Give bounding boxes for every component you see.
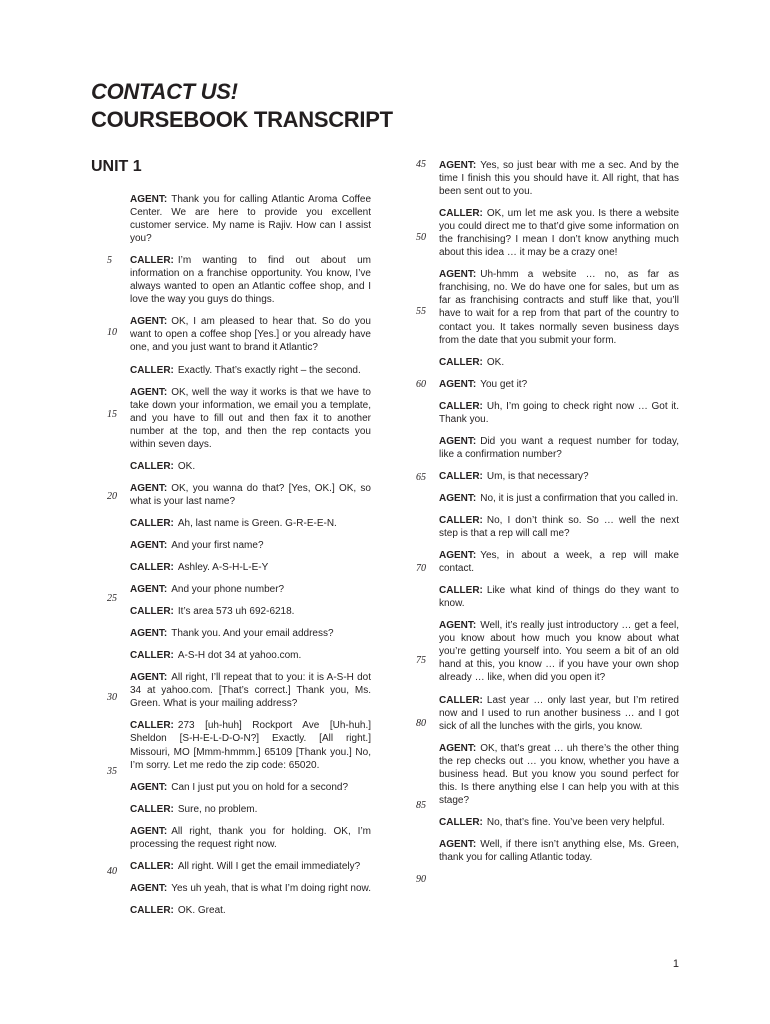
line-number: 45 — [416, 159, 426, 170]
dialogue-turn — [439, 492, 679, 505]
speaker-label: CALLER: — [130, 606, 174, 618]
dialogue-turn — [130, 315, 371, 354]
speaker-label: AGENT: — [130, 316, 168, 328]
speaker-label: CALLER: — [439, 514, 483, 526]
dialogue-turn — [130, 605, 371, 618]
book-title: CONTACT US! — [91, 79, 238, 104]
line-number: 65 — [416, 472, 426, 483]
dialogue-turn — [130, 539, 371, 552]
dialogue-text: All right, thank you for holding. OK, I’m processing the request right now. — [130, 825, 371, 850]
speaker-label: AGENT: — [130, 539, 168, 551]
dialogue-text: OK, I am pleased to hear that. So do you want to open a coffee shop [Yes.] or you already have one, and you just want to brand it Atlantic? — [130, 316, 371, 354]
dialogue-turn — [130, 583, 371, 596]
dialogue-text: Yes, in about a week, a rep will make contact. — [439, 550, 679, 575]
dialogue-turn — [130, 825, 371, 851]
line-number: 20 — [107, 491, 117, 502]
dialogue-turn — [439, 694, 679, 733]
speaker-label: CALLER: — [439, 585, 483, 597]
speaker-label: AGENT: — [439, 620, 477, 632]
dialogue-turn — [439, 268, 679, 346]
speaker-label: AGENT: — [439, 160, 477, 171]
dialogue-turn — [130, 517, 371, 530]
line-number: 60 — [416, 379, 426, 390]
dialogue-turn — [130, 386, 371, 451]
dialogue-text: And your phone number? — [171, 584, 285, 596]
dialogue-turn — [130, 781, 371, 794]
dialogue-text: All right. Will I get the email immediately? — [177, 860, 361, 872]
dialogue-text: OK. — [486, 356, 505, 368]
speaker-label: CALLER: — [130, 562, 174, 574]
speaker-label: AGENT: — [130, 628, 168, 640]
dialogue-turn — [439, 584, 679, 610]
dialogue-text: Yes uh yeah, that is what I’m doing right now. — [171, 882, 371, 894]
dialogue-text: Well, if there isn’t anything else, Ms. Green, thank you for calling Atlantic today. — [439, 838, 679, 863]
dialogue-text: Ashley. A-S-H-L-E-Y — [177, 562, 269, 574]
dialogue-turn — [130, 561, 371, 574]
dialogue-turn — [130, 860, 371, 873]
speaker-label: CALLER: — [439, 470, 483, 482]
speaker-label: AGENT: — [130, 882, 168, 894]
dialogue-text: No, it is just a confirmation that you called in. — [480, 492, 679, 504]
dialogue-turn — [130, 649, 371, 662]
dialogue-turn — [130, 904, 371, 917]
dialogue-turn — [130, 482, 371, 508]
dialogue-turn — [439, 470, 679, 483]
dialogue-turn — [439, 514, 679, 540]
dialogue-text: You get it? — [480, 378, 528, 390]
dialogue-text: No, that’s fine. You’ve been very helpful. — [486, 816, 665, 828]
dialogue-text: Well, it’s really just introductory … get a feel, you know about how much you know about what you’re getting yourself into. You seem a bit of an old hand at this, you know … if you have your own shop already … like, when did you open it? — [439, 620, 679, 684]
document-title: COURSEBOOK TRANSCRIPT — [91, 107, 393, 132]
speaker-label: CALLER: — [439, 400, 483, 412]
dialogue-text: Last year … only last year, but I’m retired now and I used to run another business … and I got sick of all the lunches with the girls, you know. — [439, 694, 679, 732]
dialogue-turn — [439, 159, 679, 198]
dialogue-text: Uh, I’m going to check right now … Got it. Thank you. — [439, 400, 679, 425]
speaker-label: AGENT: — [130, 781, 168, 793]
dialogue-text: Exactly. That’s exactly right – the second. — [177, 364, 361, 376]
speaker-label: AGENT: — [439, 838, 477, 850]
dialogue-turn — [439, 816, 679, 829]
speaker-label: AGENT: — [439, 378, 477, 390]
dialogue-text: OK. — [177, 460, 196, 472]
line-number: 25 — [107, 593, 117, 604]
dialogue-turn — [439, 400, 679, 426]
line-number: 35 — [107, 766, 117, 777]
speaker-label: AGENT: — [439, 742, 477, 754]
speaker-label: AGENT: — [130, 386, 168, 398]
dialogue-turn — [439, 207, 679, 259]
dialogue-text: No, I don’t think so. So … well the next step is that a rep will call me? — [439, 514, 679, 540]
dialogue-text: Sure, no problem. — [177, 803, 258, 815]
dialogue-text: Thank you. And your email address? — [171, 628, 334, 640]
line-number: 85 — [416, 800, 426, 811]
speaker-label: CALLER: — [439, 356, 483, 368]
dialogue-text: Um, is that necessary? — [486, 470, 589, 482]
dialogue-text: Like what kind of things do they want to know. — [439, 585, 679, 610]
speaker-label: CALLER: — [130, 803, 174, 815]
dialogue-text: It’s area 573 uh 692-6218. — [177, 606, 295, 618]
speaker-label: CALLER: — [439, 816, 483, 828]
line-number: 10 — [107, 327, 117, 338]
line-number: 55 — [416, 306, 426, 317]
speaker-label: CALLER: — [130, 860, 174, 872]
speaker-label: CALLER: — [130, 460, 174, 472]
dialogue-text: 273 [uh-huh] Rockport Ave [Uh-huh.] Sheldon [S-H-E-L-D-O-N?] Exactly. [All right.] Missouri, MO [Mmm-hmmm.] 65109 [Thank you.] No, I’m sorry. Let me redo the zip code: 65020. — [130, 720, 371, 771]
dialogue-turn — [439, 378, 679, 391]
dialogue-text: Thank you for calling Atlantic Aroma Coffee Center. We are here to provide you excellent customer service. My name is Rajiv. How can I assist you? — [130, 194, 371, 245]
line-number: 5 — [107, 255, 112, 266]
dialogue-text: OK, well the way it works is that we have to take down your information, we email you a template, and you have to fill out and then fax it to another number at the top, and then the rep contacts you within seven days. — [130, 386, 371, 450]
dialogue-text: And your first name? — [171, 539, 264, 551]
dialogue-turn — [439, 435, 679, 461]
dialogue-text: I’m wanting to find out about um information on a franchise opportunity. You know, I’ve always wanted to open an Atlantic coffee shop, and I love the way you guys do things. — [130, 255, 371, 306]
speaker-label: CALLER: — [439, 694, 483, 706]
dialogue-turn — [439, 549, 679, 575]
speaker-label: CALLER: — [130, 904, 174, 916]
speaker-label: AGENT: — [130, 194, 168, 205]
left-column — [130, 193, 371, 926]
line-number: 90 — [416, 874, 426, 885]
dialogue-text: Ah, last name is Green. G-R-E-E-N. — [177, 517, 337, 529]
speaker-label: CALLER: — [130, 364, 174, 376]
line-number: 30 — [107, 692, 117, 703]
speaker-label: CALLER: — [130, 720, 174, 732]
speaker-label: CALLER: — [130, 650, 174, 662]
dialogue-text: Yes, so just bear with me a sec. And by the time I finish this you should have it. All right, that has been sent out to you. — [439, 160, 679, 198]
line-number: 80 — [416, 718, 426, 729]
speaker-label: CALLER: — [130, 517, 174, 529]
speaker-label: AGENT: — [130, 672, 168, 684]
unit-heading: UNIT 1 — [91, 158, 142, 175]
speaker-label: AGENT: — [130, 584, 168, 596]
speaker-label: AGENT: — [439, 269, 477, 281]
line-number: 15 — [107, 409, 117, 420]
dialogue-turn — [130, 882, 371, 895]
right-column — [439, 159, 679, 873]
dialogue-turn — [130, 719, 371, 771]
speaker-label: AGENT: — [439, 492, 477, 504]
page-number: 1 — [672, 958, 679, 970]
dialogue-turn — [130, 254, 371, 306]
dialogue-text: Can I just put you on hold for a second? — [171, 781, 349, 793]
dialogue-turn — [439, 838, 679, 864]
dialogue-text: Did you want a request number for today, like a confirmation number? — [439, 435, 679, 460]
line-number: 40 — [107, 866, 117, 877]
speaker-label: AGENT: — [439, 435, 477, 447]
dialogue-text: OK, um let me ask you. Is there a website you could direct me to that’d give some information on the franchising? I mean I don’t know anything much about this idea … it may be a crazy one! — [439, 208, 679, 259]
dialogue-text: OK, you wanna do that? [Yes, OK.] OK, so what is your last name? — [130, 482, 371, 507]
dialogue-turn — [439, 619, 679, 684]
dialogue-turn — [130, 671, 371, 710]
dialogue-turn — [130, 627, 371, 640]
line-number: 50 — [416, 232, 426, 243]
dialogue-turn — [130, 460, 371, 473]
dialogue-turn — [130, 803, 371, 816]
speaker-label: CALLER: — [130, 255, 174, 267]
dialogue-text: OK, that’s great … uh there’s the other thing the rep checks out … you know, whether you have a business head. But you know you sound perfect for this. Is there anything else I can help you with at this stage? — [439, 742, 679, 806]
dialogue-turn — [439, 742, 679, 807]
speaker-label: AGENT: — [130, 825, 168, 837]
dialogue-text: Uh-hmm a website … no, as far as franchising, no. We do have one for sales, but um as far as franchising contracts and stuff like that, you’ll have to wait for a rep from that part of the country to contact you. It takes normally seven business days from the date that you submit your form. — [439, 269, 679, 346]
speaker-label: AGENT: — [439, 550, 477, 562]
dialogue-turn — [130, 364, 371, 377]
dialogue-turn — [130, 193, 371, 245]
dialogue-text: A-S-H dot 34 at yahoo.com. — [177, 650, 302, 662]
line-number: 75 — [416, 655, 426, 666]
dialogue-text: OK. Great. — [177, 904, 226, 916]
line-number: 70 — [416, 563, 426, 574]
dialogue-turn — [439, 356, 679, 369]
speaker-label: AGENT: — [130, 482, 168, 494]
speaker-label: CALLER: — [439, 208, 483, 220]
dialogue-text: All right, I’ll repeat that to you: it is A-S-H dot 34 at yahoo.com. [That’s correct.] Thank you, Ms. Green. What is your mailing address? — [130, 672, 371, 710]
